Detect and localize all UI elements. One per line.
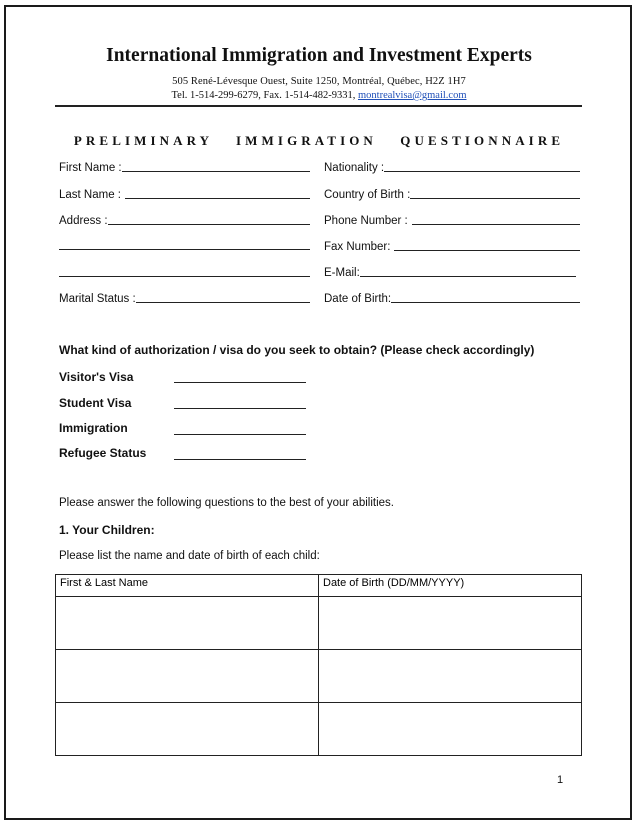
nationality-label: Nationality : (324, 162, 385, 174)
country-of-birth-field[interactable] (324, 185, 580, 201)
refugee-status-check-line[interactable] (174, 459, 306, 460)
marital-status-label: Marital Status : (59, 293, 136, 305)
phone-fax-text: Tel. 1-514-299-6279, Fax. 1-514-482-9331, (171, 90, 358, 101)
children-table-header (56, 575, 582, 597)
company-contact (0, 90, 638, 101)
address-line[interactable] (108, 224, 310, 225)
child-name-cell[interactable] (56, 703, 319, 756)
date-of-birth-field[interactable] (324, 289, 580, 305)
fax-number-label: Fax Number: (324, 241, 391, 253)
email-line[interactable] (360, 276, 576, 277)
nationality-line[interactable] (384, 171, 580, 172)
phone-number-line[interactable] (412, 224, 580, 225)
table-row (56, 703, 582, 756)
last-name-label: Last Name : (59, 189, 121, 201)
immigration-check-line[interactable] (174, 434, 306, 435)
children-heading: 1. Your Children: (59, 523, 155, 537)
refugee-status-label: Refugee Status (59, 446, 147, 460)
immigration-label: Immigration (59, 421, 128, 435)
last-name-field[interactable] (59, 185, 310, 201)
header-divider (55, 105, 582, 107)
children-prompt: Please list the name and date of birth of each child: (59, 550, 320, 562)
address-label: Address : (59, 215, 108, 227)
marital-status-line[interactable] (136, 302, 310, 303)
phone-number-label: Phone Number : (324, 215, 408, 227)
child-name-cell[interactable] (56, 597, 319, 650)
email-field[interactable] (324, 263, 576, 279)
first-name-line[interactable] (122, 171, 310, 172)
column-name-header: First & Last Name (56, 575, 319, 597)
table-row (56, 650, 582, 703)
nationality-field[interactable] (324, 158, 580, 174)
company-address: 505 René-Lévesque Ouest, Suite 1250, Montréal, Québec, H2Z 1H7 (172, 76, 466, 87)
child-name-cell[interactable] (56, 650, 319, 703)
visitors-visa-check-line[interactable] (174, 382, 306, 383)
country-of-birth-label: Country of Birth : (324, 189, 411, 201)
first-name-label: First Name : (59, 162, 122, 174)
company-title: International Immigration and Investment Experts (106, 45, 532, 66)
child-dob-cell[interactable] (319, 703, 582, 756)
date-of-birth-line[interactable] (391, 302, 580, 303)
address-line-2[interactable] (59, 249, 310, 250)
email-link[interactable]: montrealvisa@gmail.com (357, 90, 467, 101)
address-line-3[interactable] (59, 276, 310, 277)
country-of-birth-line[interactable] (410, 198, 580, 199)
marital-status-field[interactable] (59, 289, 310, 305)
child-dob-cell[interactable] (319, 597, 582, 650)
address-field[interactable] (59, 211, 310, 227)
instructions-text: Please answer the following questions to the best of your abilities. (59, 497, 394, 509)
fax-number-line[interactable] (394, 250, 580, 251)
last-name-line[interactable] (125, 198, 310, 199)
questionnaire-title: PRELIMINARY IMMIGRATION QUESTIONNAIRE (73, 133, 565, 148)
child-dob-cell[interactable] (319, 650, 582, 703)
student-visa-label: Student Visa (59, 396, 132, 410)
page-number: 1 (557, 774, 564, 786)
visa-question: What kind of authorization / visa do you seek to obtain? (Please check accordingly) (59, 343, 535, 357)
column-dob-header: Date of Birth (DD/MM/YYYY) (319, 575, 582, 597)
visitors-visa-label: Visitor's Visa (59, 370, 134, 384)
first-name-field[interactable] (59, 158, 310, 174)
date-of-birth-label: Date of Birth: (324, 293, 392, 305)
student-visa-check-line[interactable] (174, 408, 306, 409)
phone-number-field[interactable] (324, 211, 580, 227)
fax-number-field[interactable] (324, 237, 580, 253)
children-table (55, 574, 582, 756)
table-row (56, 597, 582, 650)
email-label: E-Mail: (324, 267, 360, 279)
